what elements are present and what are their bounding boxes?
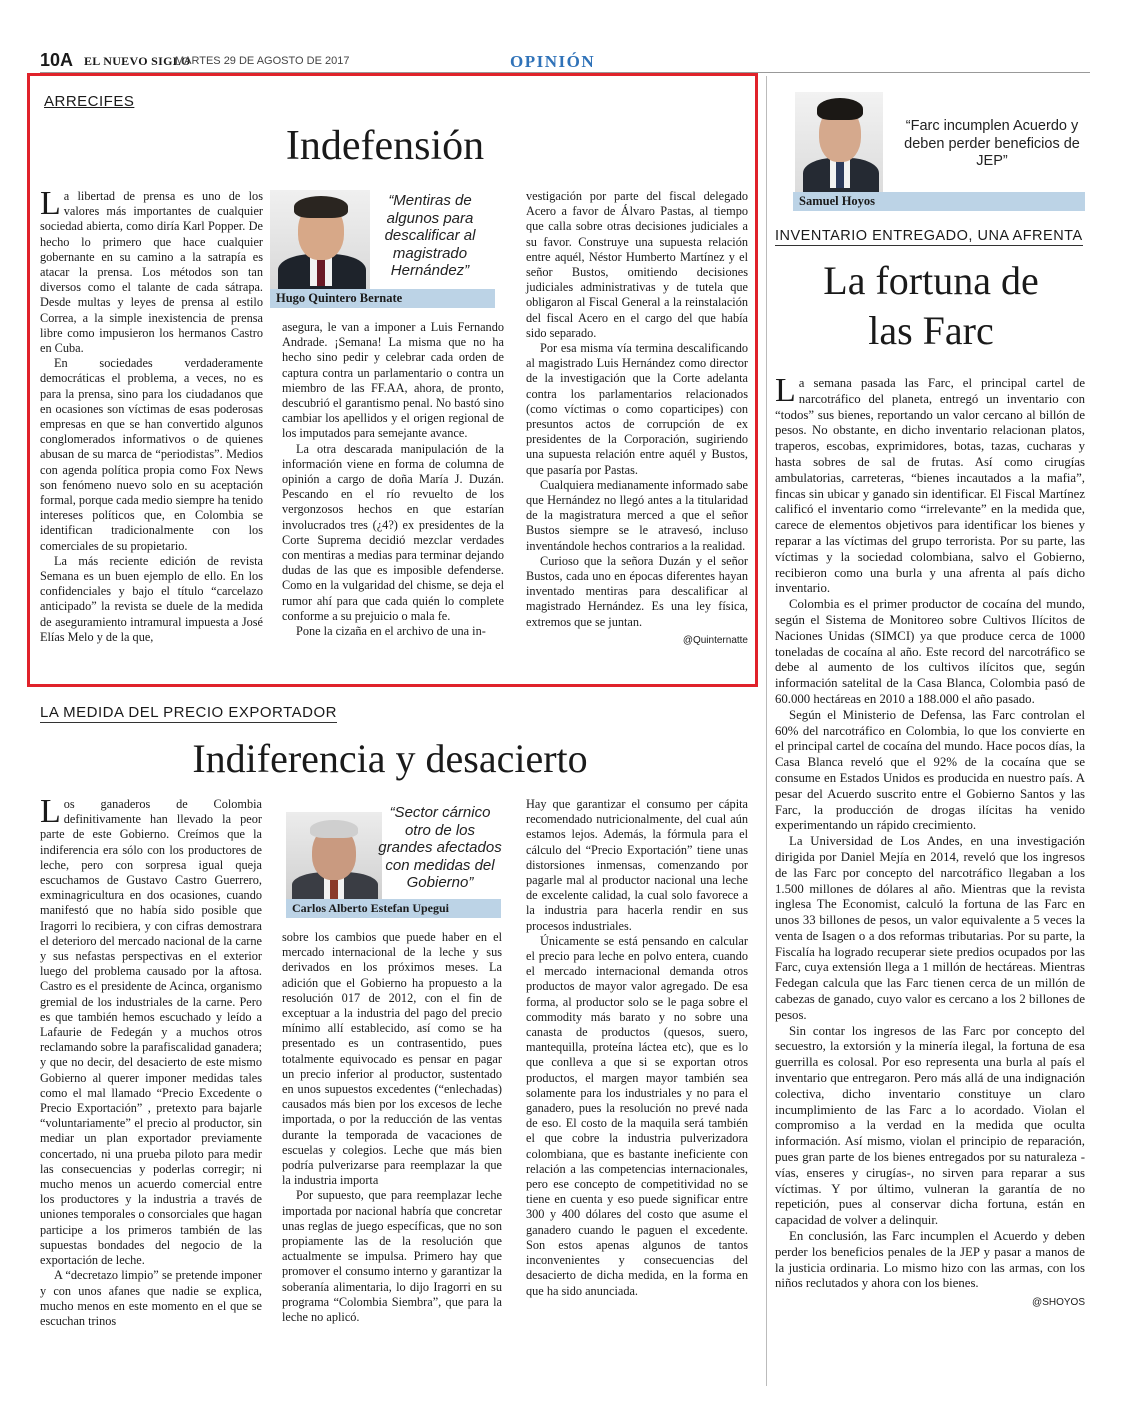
article1-pull-quote: “Mentiras de algunos para descalificar al magistrado Hernández” — [384, 192, 476, 279]
article2-pull-quote-box — [286, 800, 501, 916]
paragraph: A “decretazo limpio” se pretende imponer y con unos afanes que nadie se explica, mucho menos en este momento en el que se escuchan trinos — [40, 1268, 262, 1328]
paragraph: sobre los cambios que puede haber en el mercado internacional de la leche y sus derivados en los próximos meses. La adición que el Gobierno ha propuesto a la resolución 017 de 2012, con el fin de exceptuar a la industria del pago del precio mínimo allí establecido, así como se ha presentado es un contrasentido, pues totalmente equivocado es pensar en pagar un precio inferior al productor, sustentado en unos supuestos excedentes (“enlechadas) causados más bien por los excesos de leche importada, o por la reducción de las ventas durante la temporada de vacaciones de escuelas y colegios. Leche que más bien podría pulverizarse para reemplazar la que la industria importa — [282, 930, 502, 1188]
article2-pull-quote: “Sector cárnico otro de los grandes afectados con medidas del Gobierno” — [378, 804, 502, 891]
article3-pull-quote: “Farc incumplen Acuerdo y deben perder beneficios de JEP” — [904, 118, 1080, 169]
page-number: 10A — [40, 50, 74, 70]
article1-pull-quote-box — [270, 190, 495, 310]
paragraph: La otra descarada manipulación de la información viene en forma de columna de opinión a cargo de doña María J. Duzán. Pescando en el río revuelto de los vergonzosos hechos en que estarían involucrados tres (¿4?) ex presidentes de la Corte Suprema decidió mezclar verdades con mentiras a medias para terminar dejando dudas de las que es imposible defenderse. Como en la vulgaridad del chisme, se deja el rumor ahí para que cada quién lo complete conforme a su prejuicio o mala fe. — [282, 441, 504, 623]
paragraph: Sin contar los ingresos de las Farc por concepto del secuestro, la extorsión y la minería ilegal, la fortuna de esa guerrilla es colosal. Por eso representa una burla al país el inventario que entregaron. Pero más allá de una indignación colectiva, dicho inventario constituye un claro incumplimiento de las Farc a lo acordado. Violan el compromiso a la verdad en la medida que oculta información. Así mismo, violan el principio de reparación, pues gran parte de los bienes entregados por su naturaleza -vías, enseres y cirugías-, no sirven para reparar a sus víctimas. Y por último, vulneran la garantía de no repetición, pues al conservar dicha fortuna, están en capacidad de volver a delinquir. — [775, 1023, 1085, 1228]
issue-date: MARTES 29 DE AGOSTO DE 2017 — [175, 55, 350, 67]
drop-cap: L — [40, 793, 61, 830]
article1-handle: @Quinternatte — [682, 634, 748, 646]
column-divider — [766, 76, 767, 1386]
article3-author: Samuel Hoyos — [793, 192, 1085, 211]
paragraph: a semana pasada las Farc, el principal cartel de narcotráfico del planeta, entregó un inventario con “todos” sus bienes, reportando un valor cercano al billón de pesos. No obstante, en dicho inventario relacionan platos, traperos, escobas, exprimidores, botas, tazas, cucharas y hasta sobres de sal de frutas. Así como cirugías ambulatorias, carreteras, “bienes incautados a la mafia”, fincas sin ubicar y ganado sin identificar. El Fiscal Martínez calificó el inventario como “irrelevante” en la medida que, carece de elementos objetivos para identificar los bienes y reparar a las víctimas del grupo terrorista. Por su parte, las víctimas y la sociedad colombiana, salvo el Gobierno, recibieron como una burla y una afrenta al país dicho inventario. — [775, 376, 1085, 596]
paragraph: La Universidad de Los Andes, en una investigación dirigida por Daniel Mejía en 2014, reveló que los ingresos de las Farc por concepto del narcotráfico llegaban a los 1.500 millones de dólares al año. Mientras que la revista inglesa The Economist, calculó la fortuna de las Farc en unos 33 billones de pesos, un valor equivalente a 5 veces la venta de Isagen o a dos reformas tributarias. Por su parte, la Fiscalía ha logrado recuperar siete predios ocupados por las Farc, cuya extensión llega a 1 millón de hectáreas. Mientras Fedegan calcula que las Farc tienen cerca de un millón de cabezas de ganado, cuyo valor es cercano a los 2 billones de pesos. — [775, 834, 1085, 1022]
paragraph: Colombia es el primer productor de cocaína del mundo, según el Sistema de Monitoreo sobre Cultivos Ilícitos de Naciones Unidas (SIMCI) ya que produce cerca de 1000 toneladas de cocaína al año. Este record del narcotráfico se debe al aumento de los cultivos ilícitos que, según información satelital de la Casa Blanca, Colombia pasó de 60.000 hectáreas en 2010 a 188.000 el año pasado. — [775, 597, 1085, 706]
paragraph: Pone la cizaña en el archivo de una in- — [296, 624, 486, 639]
author-photo — [286, 812, 382, 900]
article2-author: Carlos Alberto Estefan Upegui — [286, 899, 501, 918]
paragraph: Cualquiera medianamente informado sabe que Hernández no llegó antes a la titularidad de la magistratura merced a que el señor Bustos siempre se le atravesó, incluso inventándole hechos contrarios a la realidad. — [526, 477, 748, 553]
author-photo — [795, 92, 883, 192]
article3-handle: @SHOYOS — [1032, 1297, 1085, 1309]
article1-column-1 — [40, 185, 263, 645]
paragraph: Por supuesto, que para reemplazar leche importada por nacional habría que concretar unas reglas de juego específicas, que no son propiamente las de la resolución que actualmente se impulsa. Primero hay que promover el consumo interno y garantizar la soberanía alimentaria, lo dijo Iragorri en su programa “Colombia Siembra”, que para la leche no aplicó. — [282, 1188, 502, 1325]
article3-headline — [775, 256, 1087, 356]
paragraph: La más reciente edición de revista Semana es un buen ejemplo de ello. En los confidenciales y bajo el título “carcelazo anticipado” la revista se duele de la medida de aseguramiento intramural impuesta a José Elías Melo y de la que, — [40, 553, 263, 644]
paragraph: Hay que garantizar el consumo per cápita recomendado nutricionalmente, del cual aún estamos lejos. Además, la fórmula para el cálculo del “Precio Exportación” tiene unas distorsiones inmensas, comenzando por pagarle mal al productor nacional una leche de excelente calidad, la cual solo favorece a la industria para hacerla rendir en sus procesos industriales. — [526, 797, 748, 933]
article2-column-1 — [40, 793, 262, 1329]
article3-headline-line-2: las Farc — [868, 308, 994, 353]
paragraph: Por esa misma vía termina descalificando al magistrado Luis Hernández como director de la investigación que la Corte adelanta contra los parlamentarios relacionados (como víctimas o como coparticipes) con presuntos actos de corrupción de ex presidentes de la Corporación, sugiriendo una supuesta relación entre aquél y Bustos, que pasaría por Pastas. — [526, 341, 748, 477]
article3-body — [775, 372, 1085, 1311]
drop-cap: L — [775, 372, 796, 409]
paragraph: Según el Ministerio de Defensa, las Farc controlan el 60% del narcotráfico en Colombia, lo que los convierte en el principal cartel de cocaína del mundo. Hace pocos días, la Casa Blanca reveló que el 92% de la cocaína que se consume en Estados Unidos es producida en nuestro país. A pesar del Acuerdo suscrito entre el Gobierno Santos y las Farc, la producción de drogas ilícitas ha venido experimentando un rápido crecimiento. — [775, 707, 1085, 833]
section-title: OPINIÓN — [510, 52, 596, 71]
paragraph: os ganaderos de Colombia definitivamente han llevado la peor parte de este Gobierno. Creímos que la indiferencia era sólo con los productores de leche, pero con sorpresa igual queja escuchamos de Gustavo Castro Guerrero, exminagricultura en dos ocasiones, cuando manifestó que no había sido posible que Iragorri lo recibiera, y con cifras demostrara el deterioro del mercado nacional de la carne y sus nefastas perspectivas en el exterior luego del problema causado por la aftosa. Castro es el presidente de Acinca, organismo gremial de los industriales de la carne. Pero es que también hemos escuchado y leído a Lafaurie de Fedegán y a muchos otros reclamando sobre la parafiscalidad ganadera; y que no decir, del desacierto de este mismo Gobierno al querer imponer medidas tales como el mal llamado “Precio Excedente o Precio Exportación” , pretexto para bajarle “voluntariamente” el precio al productor, sin mediar un plan exportador previamente concertado, ni una prueba piloto para medir las consecuencias y poderlas corregir; ni mucho menos un acuerdo comercial entre los productores y la industria a través de uniones temporales o consorciales que hagan participe a los primeros también de las supuestas bondades del negocio de la exportación de leche. — [40, 797, 262, 1268]
paragraph: En sociedades verdaderamente democráticas el problema, a veces, no es para la prensa, sino para los ciudadanos que en ocasiones son víctimas de esas poderosas empresas en que se han convertido algunos conglomerados informativos o de quienes abusan de su marca de “periodistas”. Medios con agenda política propia como Fox News son fenómeno nuevo solo en su aceptación formal, porque cada medio siempre ha tenido intereses políticos que, en Colombia se identifican tradicionalmente con los comerciales de su propietario. — [40, 356, 263, 553]
article3-kicker: INVENTARIO ENTREGADO, UNA AFRENTA — [775, 228, 1083, 244]
article1-kicker: ARRECIFES — [44, 93, 135, 110]
author-photo — [270, 190, 370, 290]
paragraph: a libertad de prensa es uno de los valores más importantes de cualquier sociedad abierta, como diría Karl Popper. De hecho lo primero que hace cualquier gobernante en su camino a la satrapía es atacar la prensa. Los métodos son tan diversos como el talante de cada sátrapa. Desde multas y leyes de prensa al estilo Correa, a la simple inexistencia de prensa libre como impusieron los hermanos Castro en Cuba. — [40, 189, 263, 356]
article1-headline: Indefensión — [285, 123, 485, 169]
article2-kicker: LA MEDIDA DEL PRECIO EXPORTADOR — [40, 704, 337, 721]
newspaper-name: EL NUEVO SIGLO — [84, 54, 191, 68]
drop-cap: L — [40, 185, 61, 222]
article1-column-2 — [282, 320, 504, 639]
article2-column-3 — [526, 797, 748, 1299]
article2-headline: Indiferencia y desacierto — [192, 736, 588, 781]
masthead — [40, 50, 1090, 74]
article1-column-3 — [526, 189, 748, 648]
paragraph: Curioso que la señora Duzán y el señor Bustos, cada uno en épocas diferentes hayan inventado mentiras para descalificar al magistrado Hernández. Es una ley física, extremos que se juntan. — [526, 553, 748, 629]
article3-headline-line-1: La fortuna de — [823, 258, 1039, 303]
article2-column-2 — [282, 930, 502, 1325]
paragraph: En conclusión, las Farc incumplen el Acuerdo y deben perder los beneficios penales de la JEP y pasar a manos de la justicia ordinaria. Lo mismo hizo con las armas, con los niños reclutados y ahora con los bienes. — [775, 1229, 1085, 1291]
article1-author: Hugo Quintero Bernate — [270, 289, 495, 308]
paragraph: asegura, le van a imponer a Luis Fernando Andrade. ¡Semana! La misma que no ha hecho sino pedir y celebrar cada orden de captura contra un parlamentario o contra un miembro de las FF.AA, ahora, de pronto, descubrió el garantismo penal. No bastó sino cambiar los apellidos y el origen regional de los imputados para semejante avance. — [282, 320, 504, 441]
paragraph: vestigación por parte del fiscal delegado Acero a favor de Álvaro Pastas, al tiempo que calla sobre otras decisiones judiciales a su favor. Construye una supuesta relación entre aquél, Néstor Humberto Martínez y el señor Bustos, omitiendo decisiones judiciales administrativas y de tutela que obligaron al Fiscal General a la reinstalación del fiscal Acero en el cargo del que había sido separado. — [526, 189, 748, 340]
paragraph: Únicamente se está pensando en calcular el precio para leche en polvo entera, cuando el mercado internacional demanda otros productos de mayor valor agregado. De esa forma, al productor solo se le paga sobre el commodity más barato y no sobre una canasta de productos (quesos, suero, mantequilla, proteína láctea etc), que es lo que conlleva a que si se exportan otros productos, el margen mayor también sea solamente para los industriales y no para el ganadero, pues la resolución no prevé nada de eso. El costo de la maquila será también el que cobre la industria pulverizadora colombiana, que es bastante ineficiente con relación a las competencias internacionales, pero ese concepto de competitividad no se tiene en cuenta y eso puede significar entre 300 y 400 dólares del costo que asume el ganadero cuando le paguen el excedente. Son estos apenas algunos de tantos inconvenientes y consecuencias del desacierto de dicha medida, en la forma en que ha sido anunciada. — [526, 933, 748, 1298]
article3-pull-quote-box — [793, 92, 1085, 214]
